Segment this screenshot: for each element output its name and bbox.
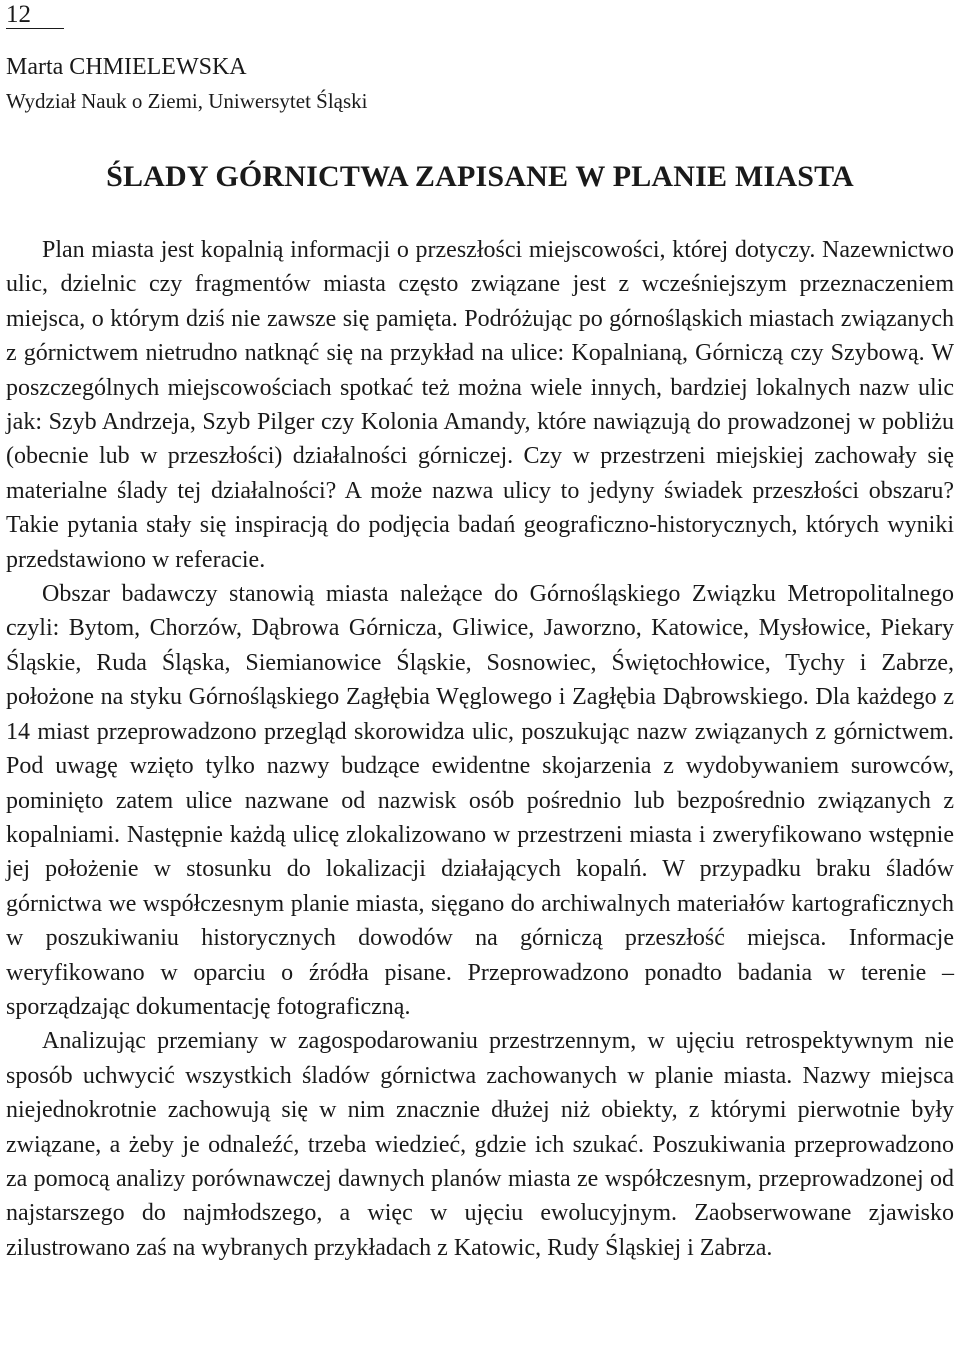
paragraph: Plan miasta jest kopalnią informacji o przeszłości miejscowości, której dotyczy. Nazewnictwo ulic, dzielnic czy fragmentów miasta często związane jest z wcześniejszym przeznaczeniem miejsca, o którym dziś nie zawsze się pamięta. Podróżując po górnośląskich miastach związanych z górnictwem nietrudno natknąć się na przykład na ulice: Kopalnianą, Górniczą czy Szybową. W poszczególnych miejscowościach spotkać też można wiele innych, bardziej lokalnych nazw ulic jak: Szyb Andrzeja, Szyb Pilger czy Kolonia Amandy, które nawiązują do prowadzonej w pobliżu (obecnie lub w przeszłości) działalności górniczej. Czy w przestrzeni miejskiej zachowały się materialne ślady tej działalności? A może nazwa ulicy to jedyny świadek przeszłości obszaru? Takie pytania stały się inspiracją do podjęcia badań geograficzno-historycznych, których wyniki przedstawiono w referacie. — [6, 237, 954, 573]
article-title: ŚLADY GÓRNICTWA ZAPISANE W PLANIE MIASTA — [106, 160, 854, 193]
page-number: 12 — [6, 0, 64, 29]
author-affiliation: Wydział Nauk o Ziemi, Uniwersytet Śląski — [6, 89, 368, 113]
abstract-body — [6, 233, 954, 1265]
author-name: Marta CHMIELEWSKA — [6, 54, 247, 80]
document-page — [6, 0, 954, 1265]
paragraph: Analizując przemiany w zagospodarowaniu przestrzennym, w ujęciu retrospektywnym nie sposób uchwycić wszystkich śladów górnictwa zachowanych w planie miasta. Nazwy miejsca niejednokrotnie zachowują się w nim znacznie dłużej niż obiekty, z którymi pierwotnie były związane, a żeby je odnaleźć, trzeba wiedzieć, gdzie ich szukać. Poszukiwania przeprowadzono za pomocą analizy porównawczej dawnych planów miasta ze współczesnym, przeprowadzonej od najstarszego do najmłodszego, a więc w ujęciu ewolucyjnym. Zaobserwowane zjawisko zilustrowano zaś na wybranych przykładach z Katowic, Rudy Śląskiej i Zabrza. — [6, 1028, 954, 1261]
paragraph: Obszar badawczy stanowią miasta należące do Górnośląskiego Związku Metropolitalnego czyli: Bytom, Chorzów, Dąbrowa Górnicza, Gliwice, Jaworzno, Katowice, Mysłowice, Piekary Śląskie, Ruda Śląska, Siemianowice Śląskie, Sosnowiec, Świętochłowice, Tychy i Zabrze, położone na styku Górnośląskiego Zagłębia Węglowego i Zagłębia Dąbrowskiego. Dla każdego z 14 miast przeprowadzono przegląd skorowidza ulic, poszukując nazw związanych z górnictwem. Pod uwagę wzięto tylko nazwy budzące ewidentne skojarzenia z wydobywaniem surowców, pominięto zatem ulice nazwane od nazwisk osób pośrednio lub bezpośrednio związanych z kopalniami. Następnie każdą ulicę zlokalizowano w przestrzeni miasta i zweryfikowano wstępnie jej położenie w stosunku do lokalizacji działających kopalń. W przypadku braku śladów górnictwa we współczesnym planie miasta, sięgano do archiwalnych materiałów kartograficznych w poszukiwaniu historycznych dowodów na górniczą przeszłość miejsca. Informacje weryfikowano w oparciu o źródła pisane. Przeprowadzono ponadto badania w terenie – sporządzając dokumentację fotograficzną. — [6, 581, 954, 1020]
